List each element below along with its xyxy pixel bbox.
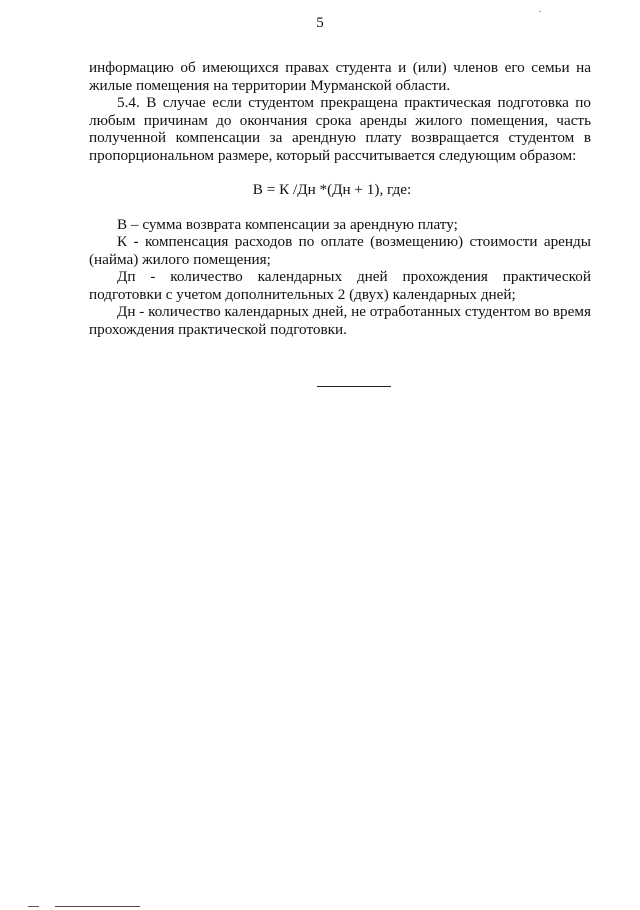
document-body: [89, 59, 591, 338]
scan-mark: [28, 906, 39, 907]
page-number: 5: [316, 15, 324, 31]
definition-dn: Дн - количество календарных дней, не отработанных студентом во время прохождения практической подготовки.: [89, 303, 591, 338]
scan-mark-line: [55, 906, 140, 907]
definition-k: К - компенсация расходов по оплате (возмещению) стоимости аренды (найма) жилого помещения;: [89, 233, 591, 268]
paragraph-continuation: информацию об имеющихся правах студента и (или) членов его семьи на жилые помещения на территории Мурманской области.: [89, 59, 591, 94]
scan-dot: [539, 11, 541, 12]
end-separator-line: [317, 386, 391, 387]
paragraph-section-5-4: 5.4. В случае если студентом прекращена практическая подготовка по любым причинам до окончания срока аренды жилого помещения, часть полученной компенсации за арендную плату возвращается студентом в пропорциональном размере, который рассчитывается следующим образом:: [89, 94, 591, 164]
definition-dp: Дп - количество календарных дней прохождения практической подготовки с учетом дополнительных 2 (двух) календарных дней;: [89, 268, 591, 303]
refund-formula: В = К /Дн *(Дн + 1), где:: [252, 181, 412, 198]
definition-b: В – сумма возврата компенсации за арендную плату;: [117, 215, 458, 233]
